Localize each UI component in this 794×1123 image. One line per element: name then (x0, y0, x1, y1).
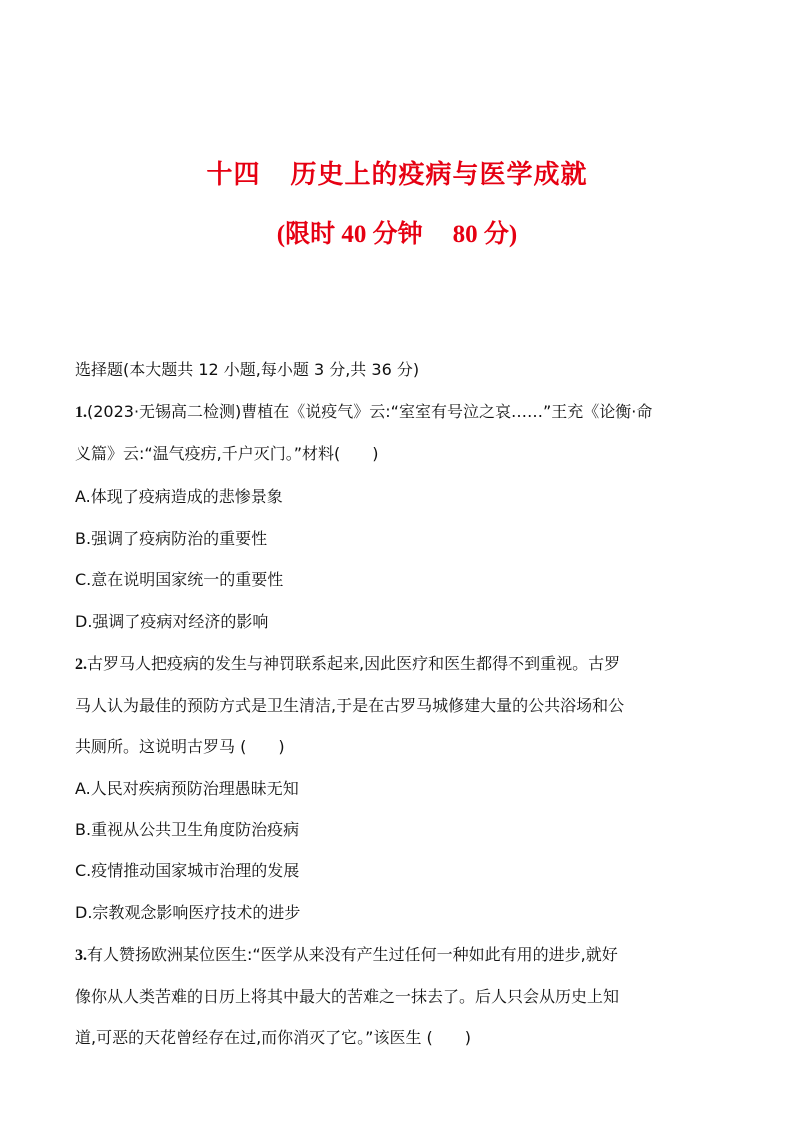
question-2-option-c: C.疫情推动国家城市治理的发展 (75, 861, 300, 880)
question-2-line-2: 马人认为最佳的预防方式是卫生清洁,于是在古罗马城修建大量的公共浴场和公 (75, 696, 625, 715)
question-3-line-1 (75, 942, 618, 965)
title-number: 十四 (206, 160, 261, 190)
question-1-line-2: 义篇》云:“温气疫疠,千户灭门。”材料( ) (75, 444, 379, 463)
question-number: 2. (75, 656, 87, 673)
section-heading: 选择题(本大题共 12 小题,每小题 3 分,共 36 分) (75, 360, 420, 379)
question-1-option-c: C.意在说明国家统一的重要性 (75, 570, 284, 589)
question-3-line-3: 道,可恶的天花曾经存在过,而你消灭了它。”该医生 ( ) (75, 1028, 472, 1047)
question-2-option-d: D.宗教观念影响医疗技术的进步 (75, 903, 301, 922)
question-text: 有人赞扬欧洲某位医生:“医学从来没有产生过任何一种如此有用的进步,就好 (87, 945, 618, 964)
question-number: 3. (75, 947, 87, 964)
subtitle-score: 80 分) (452, 221, 518, 248)
question-2-line-3: 共厕所。这说明古罗马 ( ) (75, 737, 285, 756)
question-2-line-1 (75, 651, 620, 674)
question-2-option-a: A.人民对疾病预防治理愚昧无知 (75, 779, 299, 798)
question-number: 1. (75, 404, 87, 421)
question-1-option-a: A.体现了疫病造成的悲惨景象 (75, 487, 283, 506)
question-2-option-b: B.重视从公共卫生角度防治疫病 (75, 820, 300, 839)
title-text: 历史上的疫病与医学成就 (290, 160, 588, 190)
page-title (0, 154, 794, 191)
question-text: 古罗马人把疫病的发生与神罚联系起来,因此医疗和医生都得不到重视。古罗 (87, 654, 621, 673)
question-1-line-1 (75, 399, 652, 422)
question-1-option-d: D.强调了疫病对经济的影响 (75, 612, 269, 631)
question-3-line-2: 像你从人类苦难的日历上将其中最大的苦难之一抹去了。后人只会从历史上知 (75, 987, 620, 1006)
page-subtitle (0, 214, 794, 250)
question-text: (2023·无锡高二检测)曹植在《说疫气》云:“室室有号泣之哀……”王充《论衡·命 (87, 402, 653, 421)
subtitle-time: (限时 40 分钟 (276, 221, 423, 248)
question-1-option-b: B.强调了疫病防治的重要性 (75, 529, 268, 548)
